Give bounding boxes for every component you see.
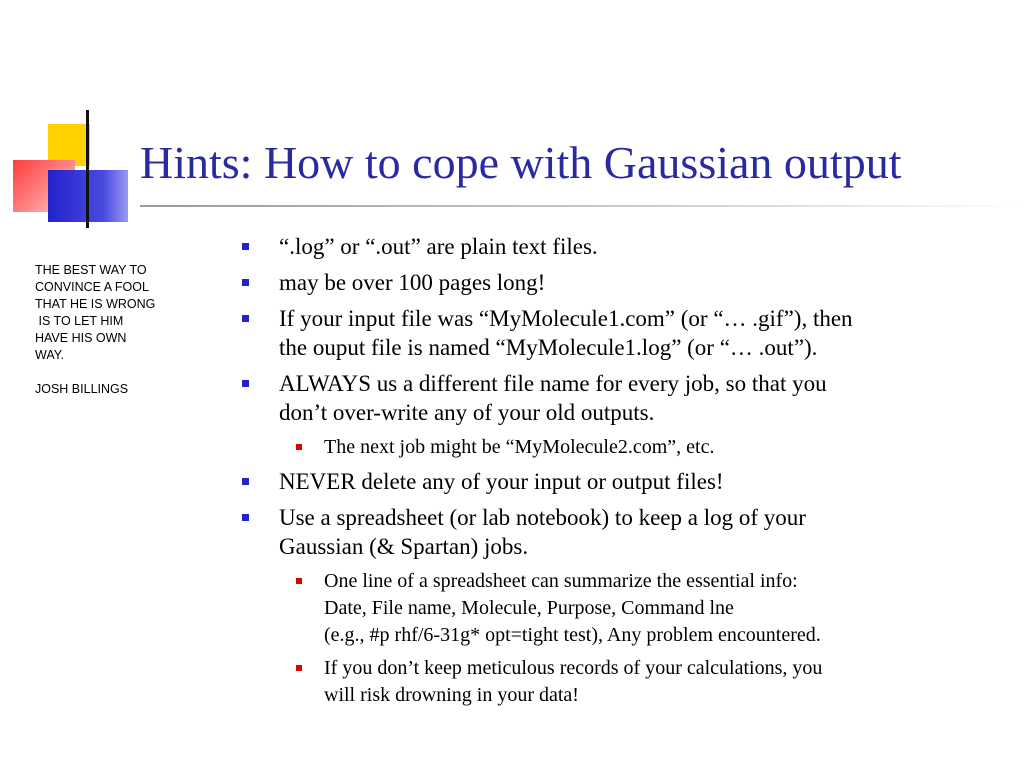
bullet-item [240, 232, 1000, 261]
side-quote [35, 262, 185, 398]
bullet-text: Gaussian (& Spartan) jobs. [279, 534, 529, 559]
sub-bullet-square-icon [296, 578, 302, 584]
sub-bullet-text: The next job might be “MyMolecule2.com”, etc. [324, 436, 715, 458]
bullet-text: don’t over-write any of your old outputs. [279, 400, 655, 425]
bullet-item [240, 304, 1000, 362]
bullet-text: NEVER delete any of your input or output files! [279, 469, 724, 494]
bullet-square-icon [242, 514, 249, 521]
bullet-item [240, 268, 1000, 297]
sub-bullet-text: If you don’t keep meticulous records of your calculations, you [324, 657, 823, 679]
quote-line: WAY. [35, 348, 64, 362]
bullet-text: If your input file was “MyMolecule1.com” (or “… .gif”), then [279, 306, 853, 331]
sub-bullet-square-icon [296, 665, 302, 671]
bullet-text: may be over 100 pages long! [279, 270, 546, 295]
sub-bullet-text: Date, File name, Molecule, Purpose, Command lne [324, 597, 734, 619]
bullet-square-icon [242, 315, 249, 322]
quote-line: HAVE HIS OWN [35, 331, 127, 345]
bullet-list [240, 232, 1000, 715]
bullet-square-icon [242, 478, 249, 485]
bullet-square-icon [242, 380, 249, 387]
quote-line: THE BEST WAY TO [35, 263, 147, 277]
sub-bullet-item [240, 434, 1000, 461]
bullet-text: ALWAYS us a different file name for every job, so that you [279, 371, 827, 396]
quote-line: IS TO LET HIM [35, 314, 124, 328]
slide-logo-decoration [0, 100, 140, 230]
sub-bullet-item [240, 568, 1000, 649]
bullet-text: Use a spreadsheet (or lab notebook) to keep a log of your [279, 505, 806, 530]
sub-bullet-item [240, 655, 1000, 709]
quote-line: THAT HE IS WRONG [35, 297, 156, 311]
bullet-text: the ouput file is named “MyMolecule1.log” (or “… .out”). [279, 335, 818, 360]
sub-bullet-text: One line of a spreadsheet can summarize the essential info: [324, 570, 798, 592]
bullet-text: “.log” or “.out” are plain text files. [279, 234, 598, 259]
sub-bullet-square-icon [296, 444, 302, 450]
bullet-square-icon [242, 243, 249, 250]
sub-bullet-text: will risk drowning in your data! [324, 684, 579, 706]
logo-vertical-line [86, 110, 89, 228]
bullet-item [240, 467, 1000, 496]
bullet-square-icon [242, 279, 249, 286]
slide-title: Hints: How to cope with Gaussian output [140, 137, 902, 188]
sub-bullet-text: (e.g., #p rhf/6-31g* opt=tight test), Any problem encountered. [324, 624, 821, 646]
quote-author: JOSH BILLINGS [35, 382, 129, 396]
title-underline [140, 205, 1024, 207]
bullet-item [240, 503, 1000, 561]
bullet-item [240, 369, 1000, 427]
quote-line: CONVINCE A FOOL [35, 280, 149, 294]
